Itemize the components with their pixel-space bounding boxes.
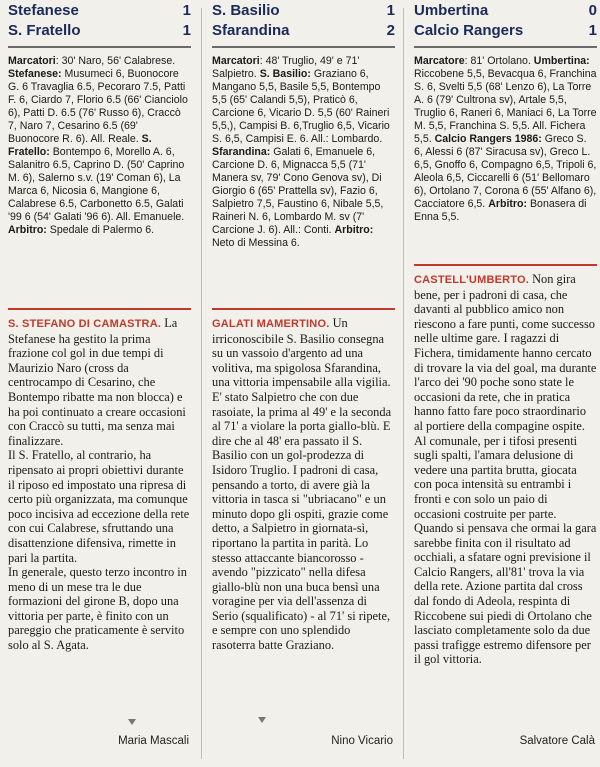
home-team-row [408,0,600,20]
home-team-name: Stefanese [8,2,79,19]
away-team-score: 2 [386,22,395,39]
report-text: Un irriconoscibile S. Basilio consegna su un vassoio d'argento ad una volitiva, ma spigolosa Sfarandina, una vittoria impensabile alla vigilia. E' stato Salpietro che con due rasoiate, la prima al 49' e la seconda al 71' a violare la porta giallo-blù. E dire che al 48' era passato il S. Basilio con un gol-prodezza di Isidoro Truglio. I padroni di casa, pensando a torto, di avere già la vittoria in tasca si "ubriacano" e un minuto dopo gli ospiti, grazie come detto, a Salpietro in giornata-sì, riportano la partita in parità. Lo stesso attaccante biancorosso - avendo "pizzicato" nella difesa giallo-blù non una buca bensì una voragine per via dell'assenza di Serio (squalificato) - al 71' si ripete, e sempre con uno splendido rasoterra batte Graziano. [212,316,392,653]
section-divider [414,264,597,266]
lineup-box: Marcatori: 48' Truglio, 49' e 71' Salpietro. S. Basilio: Graziano 6, Mangano 5,5, Basile 5,5, Bontempo 5,5 (65' Calandi 5,5), Praticò 6, Carcione 6, Vicario D. 5,5 (60' Raineri 5,5,), Campisi B. 6,Truglio 6,5, Vicario S. 6,5, Campisi E. 6. All.: Lombardo. Sfarandina: Galati 6, Emanuele 6, Carcione D. 6, Mignacca 5,5 (71' Manera sv, 79' Cono Genova sv), Di Giorgio 6 (65' Prattella sv), Fazio 6, Salpietro 7,5, Faustino 6, Nibale 5,5, Raineri N. 6, Lombardo M. sv (7' Carcione J. 6). All.: Conti. Arbitro: Neto di Messina 6. [212,55,390,249]
lineup-box: Marcatori: 30' Naro, 56' Calabrese. Stefanese: Musumeci 6, Buonocore G. 6 Travaglia 6.5, Pecoraro 7.5, Patti F. 6, Ciardo 7, Florio 6.5 (66' Cianciolo 6), Patti D. 6.5 (76' Russo 6), Craccò 7, Naro 7, Cesarino 6.5 (69' Buonocore R. 6). All. Reale. S. Fratello: Bontempo 6, Morello A. 6, Salanitro 6.5, Caprino D. (50' Caprino M. 6), Salerno s.v. (19' Coman 6), La Marca 6, Nicosia 6, Mangione 6, Calabrese 6.5, Carbonetto 6.5, Galati '99 6 (54' Galati '96 6). All. Emanuele. Arbitro: Spedale di Palermo 6. [8,55,188,236]
home-team-row [206,0,399,20]
report-dateline: GALATI MAMERTINO. [212,318,330,330]
away-team-name: S. Fratello [8,22,81,39]
match-report [206,316,399,653]
end-mark-icon [128,719,136,725]
home-team-score: 1 [182,2,191,19]
home-team-score: 1 [386,2,395,19]
header-rule [212,46,395,48]
report-text: Non gira bene, per i padroni di casa, che davanti al pubblico amico non riescono a fare punti, come successo nelle ultime gare. I ragazzi di Fichera, timidamente hanno cercato di trovare la via del goal, ma durante l'arco dei '90 poche sono state le occasioni da rete, che in pratica hanno fatto fare poco straordinario al portiere della compagine ospite. Al comunale, per i tifosi presenti sugli spalti, l'amara delusione di vedere una partita brutta, giocata con poca intensità su entrambi i fronti e con solo un paio di occasioni costruite per parte. Quando si pensava che ormai la gara sarebbe finita con il risultato ad occhiali, a sfatare ogni previsione il Calcio Rangers, all'81' trova la via della rete. Azione partita dal cross dal fondo di Adeola, respinta di Riccobene sui piedi di Ortolano che lasciato completamente solo da due passi trafigge estremo difensore per il gol vittoria. [414,272,597,667]
home-team-name: S. Basilio [212,2,280,19]
match-column-1 [2,0,195,767]
report-author: Salvatore Calà [519,735,595,747]
section-divider [8,308,191,310]
header-rule [8,46,191,48]
match-column-3 [408,0,600,767]
report-text: La Stefanese ha gestito la prima frazione col gol in due tempi di Maurizio Naro (cross da centrocampo di Cesarino, che Bontempo ribatte ma non blocca) e ha poi continuato a creare occasioni con Craccò su tutti, ma senza mai finalizzare. Il S. Fratello, al contrario, ha ripensato ai propri obiettivi durante il riposo ed impostato una ripresa di certo più organizzata, ma comunque poco incisiva ad eccezione della rete con cui Calabrese, sfruttando una disattenzione difensiva, rimette in pari la partita. In generale, questo terzo incontro in meno di un mese tra le due formazioni del girone B, dopo una vittoria per parte, è finito con un pareggio che praticamente è servito solo al S. Agata. [8,316,190,653]
match-column-2 [206,0,399,767]
lineup-box: Marcatore: 81' Ortolano. Umbertina: Riccobene 5,5, Bevacqua 6, Franchina S. 6, Svelti 5,5 (68' Lenzo 6), La Torre A. 6 (79' Cultrona sv), Artale 5,5, Truglio 6, Raneri 6, Maniaci 6, La Torre M. 5,5, Franchina S. 5,5. All. Fichera 5,5. Calcio Rangers 1986: Greco S. 6, Alessi 6 (87' Siracusa sv), Greco L. 6,5, Gnoffo 6, Compagno 6,5, Tripoli 6, Aleola 6,5, Ciccarelli 6 (51' Bellomaro 6), Ortolano 7, Corona 6 (55' Alfano 6), Cacciatore 6,5. Arbitro: Bonasera di Enna 5,5. [414,55,597,223]
away-team-name: Calcio Rangers [414,22,524,39]
away-team-score: 1 [182,22,191,39]
end-mark-icon [258,717,266,723]
header-rule [414,46,597,48]
report-dateline: CASTELL'UMBERTO. [414,274,529,286]
home-team-name: Umbertina [414,2,489,19]
match-header [206,0,399,49]
report-dateline: S. STEFANO DI CAMASTRA. [8,318,162,330]
home-team-row [2,0,195,20]
match-header [408,0,600,49]
match-report [2,316,195,653]
report-author: Maria Mascali [118,735,189,747]
away-team-score: 1 [588,22,597,39]
match-header [2,0,195,49]
away-team-row [2,20,195,40]
away-team-row [206,20,399,40]
section-divider [212,308,395,310]
away-team-name: Sfarandina [212,22,290,39]
column-rule [201,8,202,759]
report-author: Nino Vicario [331,735,393,747]
home-team-score: 0 [588,2,597,19]
away-team-row [408,20,600,40]
column-rule [403,8,404,759]
match-report [408,272,600,667]
